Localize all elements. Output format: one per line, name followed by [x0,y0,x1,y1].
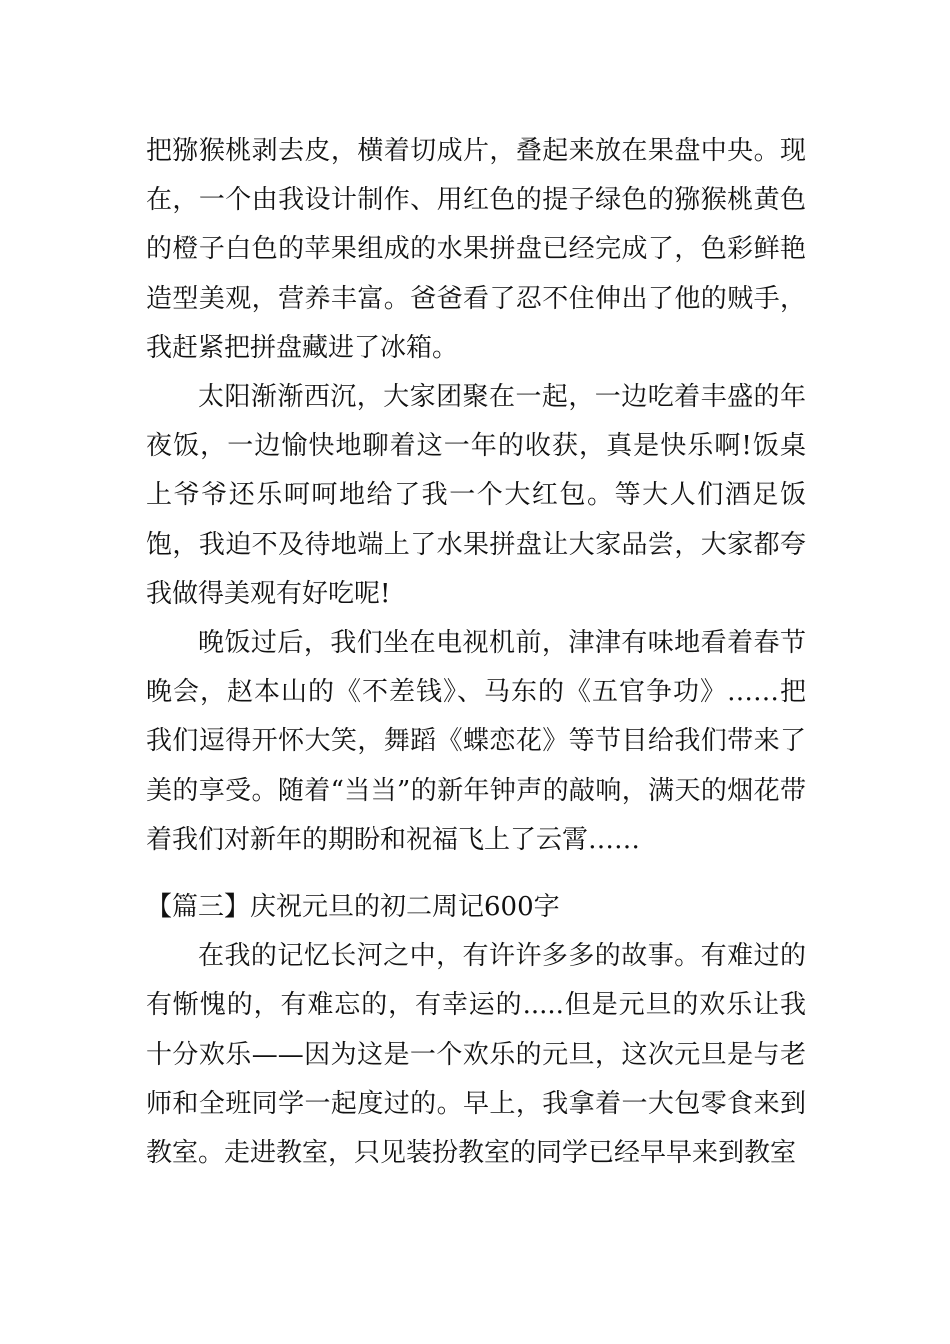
section-heading: 【篇三】庆祝元旦的初二周记600字 [146,892,560,923]
paragraph-fruit-platter: 把猕猴桃剥去皮，横着切成片，叠起来放在果盘中央。现在，一个由我设计制作、用红色的提子绿色的猕猴桃黄色的橙子白色的苹果组成的水果拼盘已经完成了，色彩鲜艳造型美观，营养丰富。爸爸看了忍不住伸出了他的贼手，我赶紧把拼盘藏进了冰箱。 [146,136,806,363]
paragraph-spring-gala: 晚饭过后，我们坐在电视机前，津津有味地看着春节晚会，赵本山的《不差钱》、马东的《五官争功》……把我们逗得开怀大笑，舞蹈《蝶恋花》等节目给我们带来了美的享受。随着“当当”的新年钟声的敲响，满天的烟花带着我们对新年的期盼和祝福飞上了云霄…… [146,628,806,855]
paragraph-new-year-dinner: 太阳渐渐西沉，大家团聚在一起，一边吃着丰盛的年夜饭，一边愉快地聊着这一年的收获，真是快乐啊!饭桌上爷爷还乐呵呵地给了我一个大红包。等大人们酒足饭饱，我迫不及待地端上了水果拼盘让大家品尝，大家都夸我做得美观有好吃呢! [146,382,806,609]
document-page [146,127,806,1178]
paragraph-new-years-day: 在我的记忆长河之中，有许许多多的故事。有难过的有惭愧的，有难忘的，有幸运的.....但是元旦的欢乐让我十分欢乐——因为这是一个欢乐的元旦，这次元旦是与老师和全班同学一起度过的。早上，我拿着一大包零食来到教室。走进教室，只见装扮教室的同学已经早早来到教室 [146,941,806,1169]
